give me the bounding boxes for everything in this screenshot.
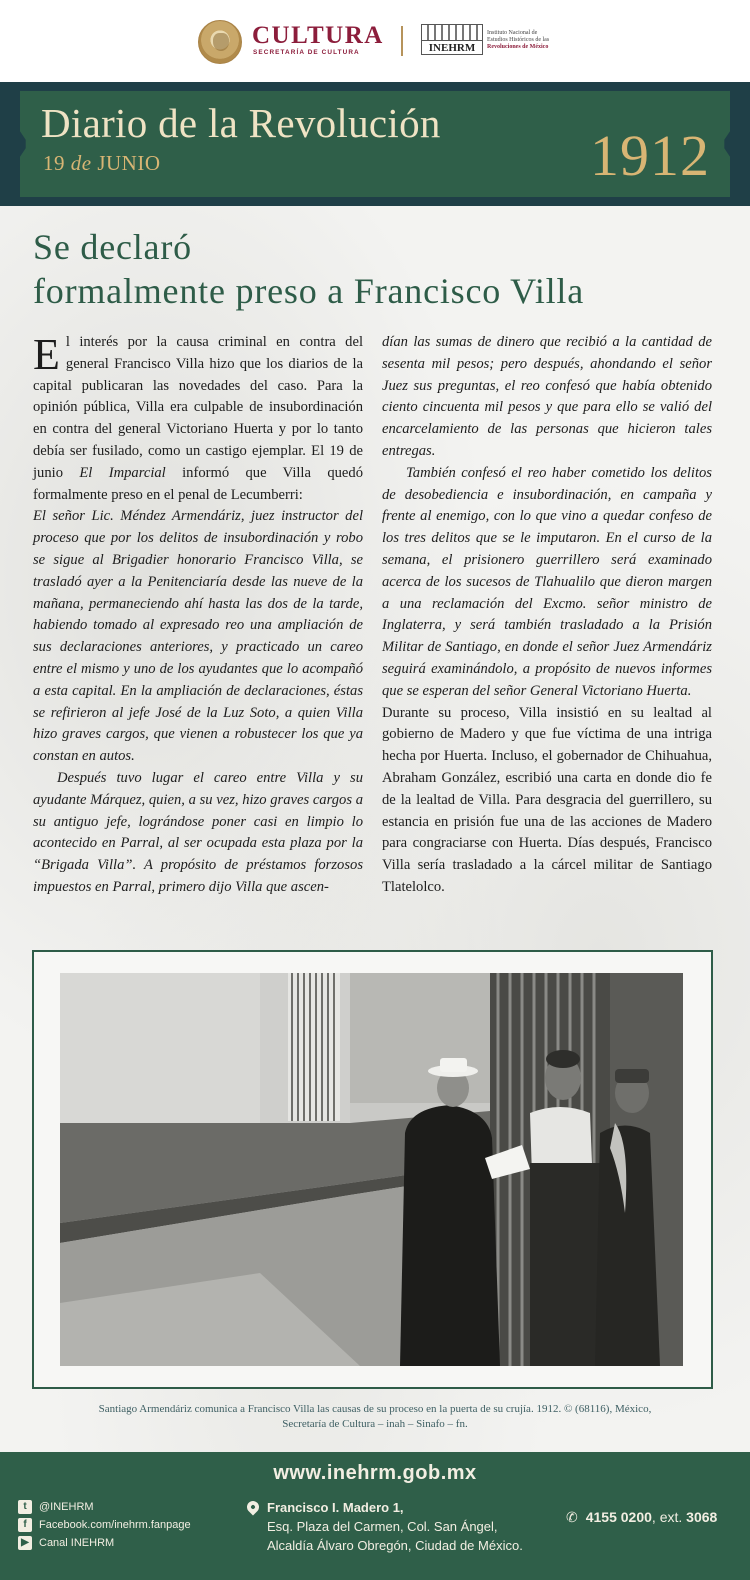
logo-divider bbox=[401, 26, 403, 56]
phone-icon: ✆ bbox=[566, 1509, 578, 1525]
historical-photo bbox=[60, 973, 683, 1366]
prison-corridor-illustration bbox=[60, 973, 683, 1366]
twitter-handle: @INEHRM bbox=[39, 1501, 94, 1513]
youtube-icon: ▶ bbox=[18, 1536, 32, 1550]
headline-line-1: Se declaró bbox=[33, 227, 192, 267]
caption-line-2: Secretaría de Cultura – inah – Sinafo – fn. bbox=[282, 1418, 468, 1430]
photo-caption bbox=[40, 1402, 710, 1432]
address-line-1: Francisco I. Madero 1, bbox=[267, 1500, 404, 1515]
address-block bbox=[247, 1498, 523, 1555]
intro-paragraph bbox=[33, 332, 363, 506]
twitter-link[interactable] bbox=[18, 1498, 191, 1516]
mexican-seal-icon bbox=[198, 20, 242, 64]
article-headline bbox=[33, 225, 723, 313]
quote-paragraph-2-start: Después tuvo lugar el careo entre Villa y su ayudante Márquez, quien, a su vez, hizo graves cargos a su antiguo jefe, lográndose poner casi en limpio lo acontecido en Parral, al ser ocupada esta plaza por la “Brigada Villa”. A propósito de préstamos forzosos impuestos en Parral, primero dijo Villa que ascen- bbox=[33, 769, 363, 895]
inehrm-name-line-2: Estudios Históricos de las bbox=[487, 37, 550, 43]
banner-title: Diario de la Revolución bbox=[41, 100, 441, 146]
inehrm-name-line-1: Instituto Nacional de bbox=[487, 30, 538, 36]
banner-de: de bbox=[70, 151, 92, 175]
article-column-right bbox=[382, 332, 712, 899]
cultura-logo-text: CULTURA bbox=[252, 22, 384, 49]
quote-paragraph-2-end: dían las sumas de dinero que recibió a la cantidad de sesenta mil pesos; pero después, ahondando el señor Juez sus preguntas, el reo confesó que había obtenido ciento cincuenta mil pesos y que para ello se valió del encarcelamiento de las personas que hicieron tales entregas. bbox=[382, 334, 712, 459]
youtube-channel: Canal INEHRM bbox=[39, 1537, 115, 1549]
banner-year: 1912 bbox=[590, 123, 710, 188]
facebook-icon: f bbox=[18, 1518, 32, 1532]
cultura-subtitle: SECRETARÍA DE CULTURA bbox=[253, 49, 360, 56]
banner-date bbox=[43, 151, 161, 176]
location-pin-icon bbox=[245, 1499, 262, 1516]
inehrm-name-line-3: Revoluciones de México bbox=[487, 44, 549, 50]
banner-day: 19 bbox=[43, 151, 65, 175]
phone-number: 4155 0200 bbox=[585, 1509, 652, 1525]
closing-paragraph: Durante su proceso, Villa insistió en su lealtad al gobierno de Madero y que fue víctima de una intriga hecha por Huerta. Incluso, el gobernador de Chihuahua, Abraham González, escribió una carta en donde dio fe de la lealtad de Villa. Para desgracia del guerrillero, su estancia en prisión fue una de las acciones de Madero para congraciarse con Huerta. Días después, Francisco Villa sería trasladado a la cárcel militar de Santiago Tlatelolco. bbox=[382, 704, 712, 895]
facebook-url: Facebook.com/inehrm.fanpage bbox=[39, 1519, 191, 1531]
newspaper-name: El Imparcial bbox=[79, 464, 166, 481]
banner-month: JUNIO bbox=[97, 151, 161, 175]
article-column-left bbox=[33, 332, 363, 899]
intro-text: l interés por la causa criminal en contra del general Francisco Villa hizo que los diarios de la capital publicaran las novedades del caso. Para la opinión pública, Villa era culpable de insubordinación en contra del general Victoriano Huerta y por lo tanto debía ser fusilado, como un castigo ejemplar. El 19 de junio bbox=[33, 334, 363, 481]
phone-ext: 3068 bbox=[686, 1509, 718, 1525]
quote-paragraph-3: También confesó el reo haber cometido los delitos de desobediencia e insubordinación, en campaña y frente al enemigo, con lo que vino a quedar confeso de los tres delitos que se le imputaron. En el curso de la semana, el prisionero guerrillero será examinado acerca de los sucesos de Tlahualilo que dieron margen a una reclamación del Excmo. señor ministro de Inglaterra, y será también trasladado a la Prisión Militar de Santiago, en donde el señor Juez Armendáriz seguirá examinándolo, a propósito de nuevos informes que se esperan del señor General Victoriano Huerta. bbox=[382, 464, 712, 699]
phone-contact[interactable] bbox=[566, 1509, 717, 1526]
headline-line-2: formalmente preso a Francisco Villa bbox=[33, 271, 585, 311]
logo-bar bbox=[0, 0, 750, 82]
address-line-3: Alcaldía Álvaro Obregón, Ciudad de México. bbox=[267, 1538, 523, 1553]
address-line-2: Esq. Plaza del Carmen, Col. San Ángel, bbox=[267, 1519, 498, 1534]
inehrm-name bbox=[487, 30, 557, 51]
drop-cap: E bbox=[33, 330, 60, 379]
youtube-link[interactable] bbox=[18, 1534, 191, 1552]
quote-paragraph-1: El señor Lic. Méndez Armendáriz, juez instructor del proceso que por los delitos de insubordinación y robo se sigue al Brigadier honorario Francisco Villa, se trasladó ayer a la Penitenciaría desde las nueve de la mañana, permaneciendo ahí hasta las dos de la tarde, habiendo tomado al expresado reo una ampliación de sus declaraciones anteriores, y practicado un careo entre el mismo y uno de los ayudantes que lo acompañó a esta capital. En la ampliación de declaraciones, éstas se refirieron al jefe José de la Luz Soto, a quien Villa hizo graves cargos, que vienen a robustecer los que ya constan en autos. bbox=[33, 508, 363, 765]
inehrm-building-icon bbox=[421, 24, 483, 55]
caption-line-1: Santiago Armendáriz comunica a Francisco Villa las causas de su proceso en la puerta de su crujía. 1912. © (68116), México, bbox=[98, 1403, 652, 1415]
website-link[interactable]: www.inehrm.gob.mx bbox=[273, 1462, 477, 1484]
twitter-icon: t bbox=[18, 1500, 32, 1514]
intro-end: informó que Villa quedó formalmente preso en el penal de Lecumberri: bbox=[33, 464, 363, 503]
facebook-link[interactable] bbox=[18, 1516, 191, 1534]
social-links bbox=[18, 1498, 191, 1552]
footer bbox=[0, 1452, 750, 1580]
inehrm-abbr: INEHRM bbox=[422, 40, 482, 54]
ext-label: , ext. bbox=[651, 1509, 687, 1525]
